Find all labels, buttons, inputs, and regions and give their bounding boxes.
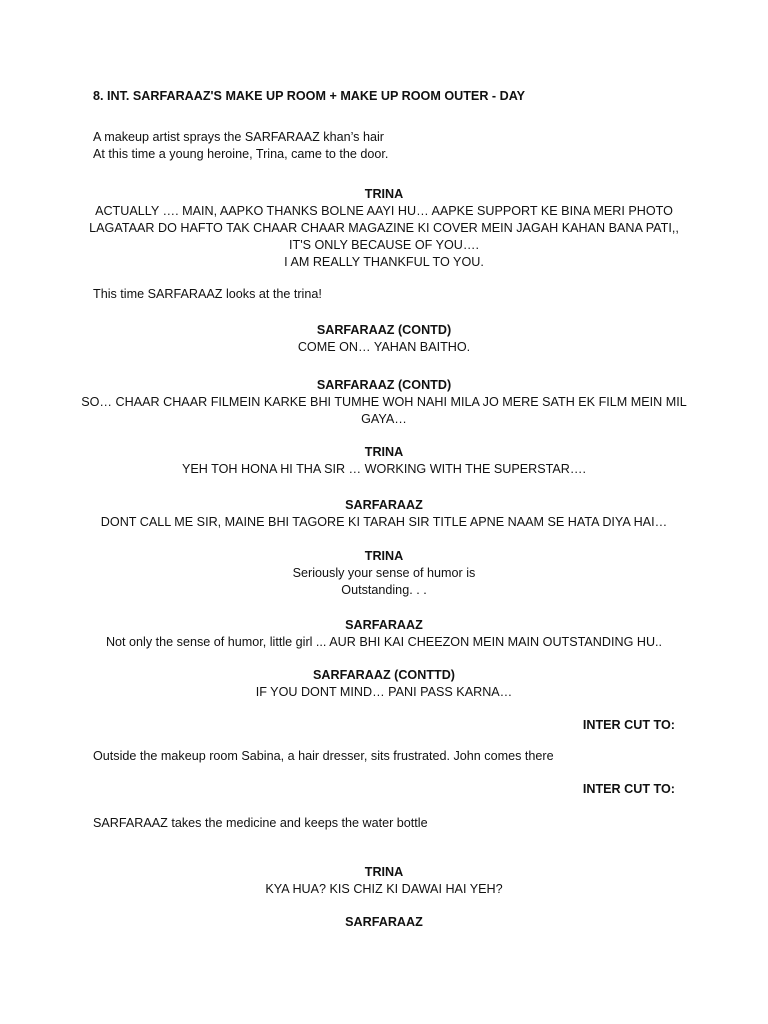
transition: INTER CUT TO:	[582, 782, 675, 796]
character-name: TRINA	[364, 865, 404, 879]
dialogue-line: LAGATAAR DO HAFTO TAK CHAAR CHAAR MAGAZINE KI COVER MEIN JAGAH KAHAN BANA PATI,,	[89, 221, 679, 235]
dialogue-line: IT'S ONLY BECAUSE OF YOU….	[289, 238, 479, 252]
character-name: SARFARAAZ	[345, 915, 423, 929]
character-name: SARFARAAZ (CONTTD)	[312, 668, 455, 682]
dialogue-block	[80, 497, 688, 531]
character-name: SARFARAAZ	[345, 618, 423, 632]
action-paragraph	[93, 748, 693, 765]
dialogue-block	[80, 186, 688, 271]
character-name: SARFARAAZ (CONTD)	[316, 323, 452, 337]
character-name: TRINA	[364, 445, 404, 459]
dialogue-line: IF YOU DONT MIND… PANI PASS KARNA…	[255, 685, 513, 699]
dialogue-line: COME ON… YAHAN BAITHO.	[297, 340, 471, 354]
dialogue-block	[80, 322, 688, 356]
dialogue-block	[80, 548, 688, 599]
dialogue-line: DONT CALL ME SIR, MAINE BHI TAGORE KI TARAH SIR TITLE APNE NAAM SE HATA DIYA HAI…	[100, 515, 668, 529]
dialogue-line: ACTUALLY …. MAIN, AAPKO THANKS BOLNE AAYI HU… AAPKE SUPPORT KE BINA MERI PHOTO	[95, 204, 673, 218]
transition: INTER CUT TO:	[582, 718, 675, 732]
character-name: SARFARAAZ (CONTD)	[316, 378, 452, 392]
dialogue-block	[80, 864, 688, 898]
dialogue-line: Not only the sense of humor, little girl ... AUR BHI KAI CHEEZON MEIN MAIN OUTSTANDING HU..	[105, 635, 663, 649]
action-line: A makeup artist sprays the SARFARAAZ khan’s hair	[93, 130, 384, 144]
dialogue-line: GAYA…	[361, 412, 407, 426]
action-line: At this time a young heroine, Trina, came to the door.	[93, 147, 389, 161]
character-name: SARFARAAZ	[345, 498, 423, 512]
action-line: This time SARFARAAZ looks at the trina!	[93, 287, 322, 301]
dialogue-block	[80, 617, 688, 651]
character-name: TRINA	[364, 187, 404, 201]
dialogue-line: Seriously your sense of humor is	[292, 566, 476, 580]
character-name: TRINA	[364, 549, 404, 563]
dialogue-block	[80, 914, 688, 931]
dialogue-line: I AM REALLY THANKFUL TO YOU.	[284, 255, 484, 269]
action-paragraph	[93, 815, 693, 832]
action-line: Outside the makeup room Sabina, a hair dresser, sits frustrated. John comes there	[93, 749, 554, 763]
dialogue-block	[80, 377, 688, 428]
dialogue-line: Outstanding. . .	[341, 583, 427, 597]
dialogue-block	[80, 444, 688, 478]
action-line: SARFARAAZ takes the medicine and keeps the water bottle	[93, 816, 428, 830]
scene-heading: 8. INT. SARFARAAZ'S MAKE UP ROOM + MAKE UP ROOM OUTER - DAY	[93, 89, 526, 103]
dialogue-line: YEH TOH HONA HI THA SIR … WORKING WITH THE SUPERSTAR….	[182, 462, 586, 476]
action-paragraph	[93, 286, 693, 303]
dialogue-block	[80, 667, 688, 701]
dialogue-line: KYA HUA? KIS CHIZ KI DAWAI HAI YEH?	[265, 882, 503, 896]
action-paragraph	[93, 129, 693, 163]
dialogue-line: SO… CHAAR CHAAR FILMEIN KARKE BHI TUMHE WOH NAHI MILA JO MERE SATH EK FILM MEIN MIL	[81, 395, 687, 409]
